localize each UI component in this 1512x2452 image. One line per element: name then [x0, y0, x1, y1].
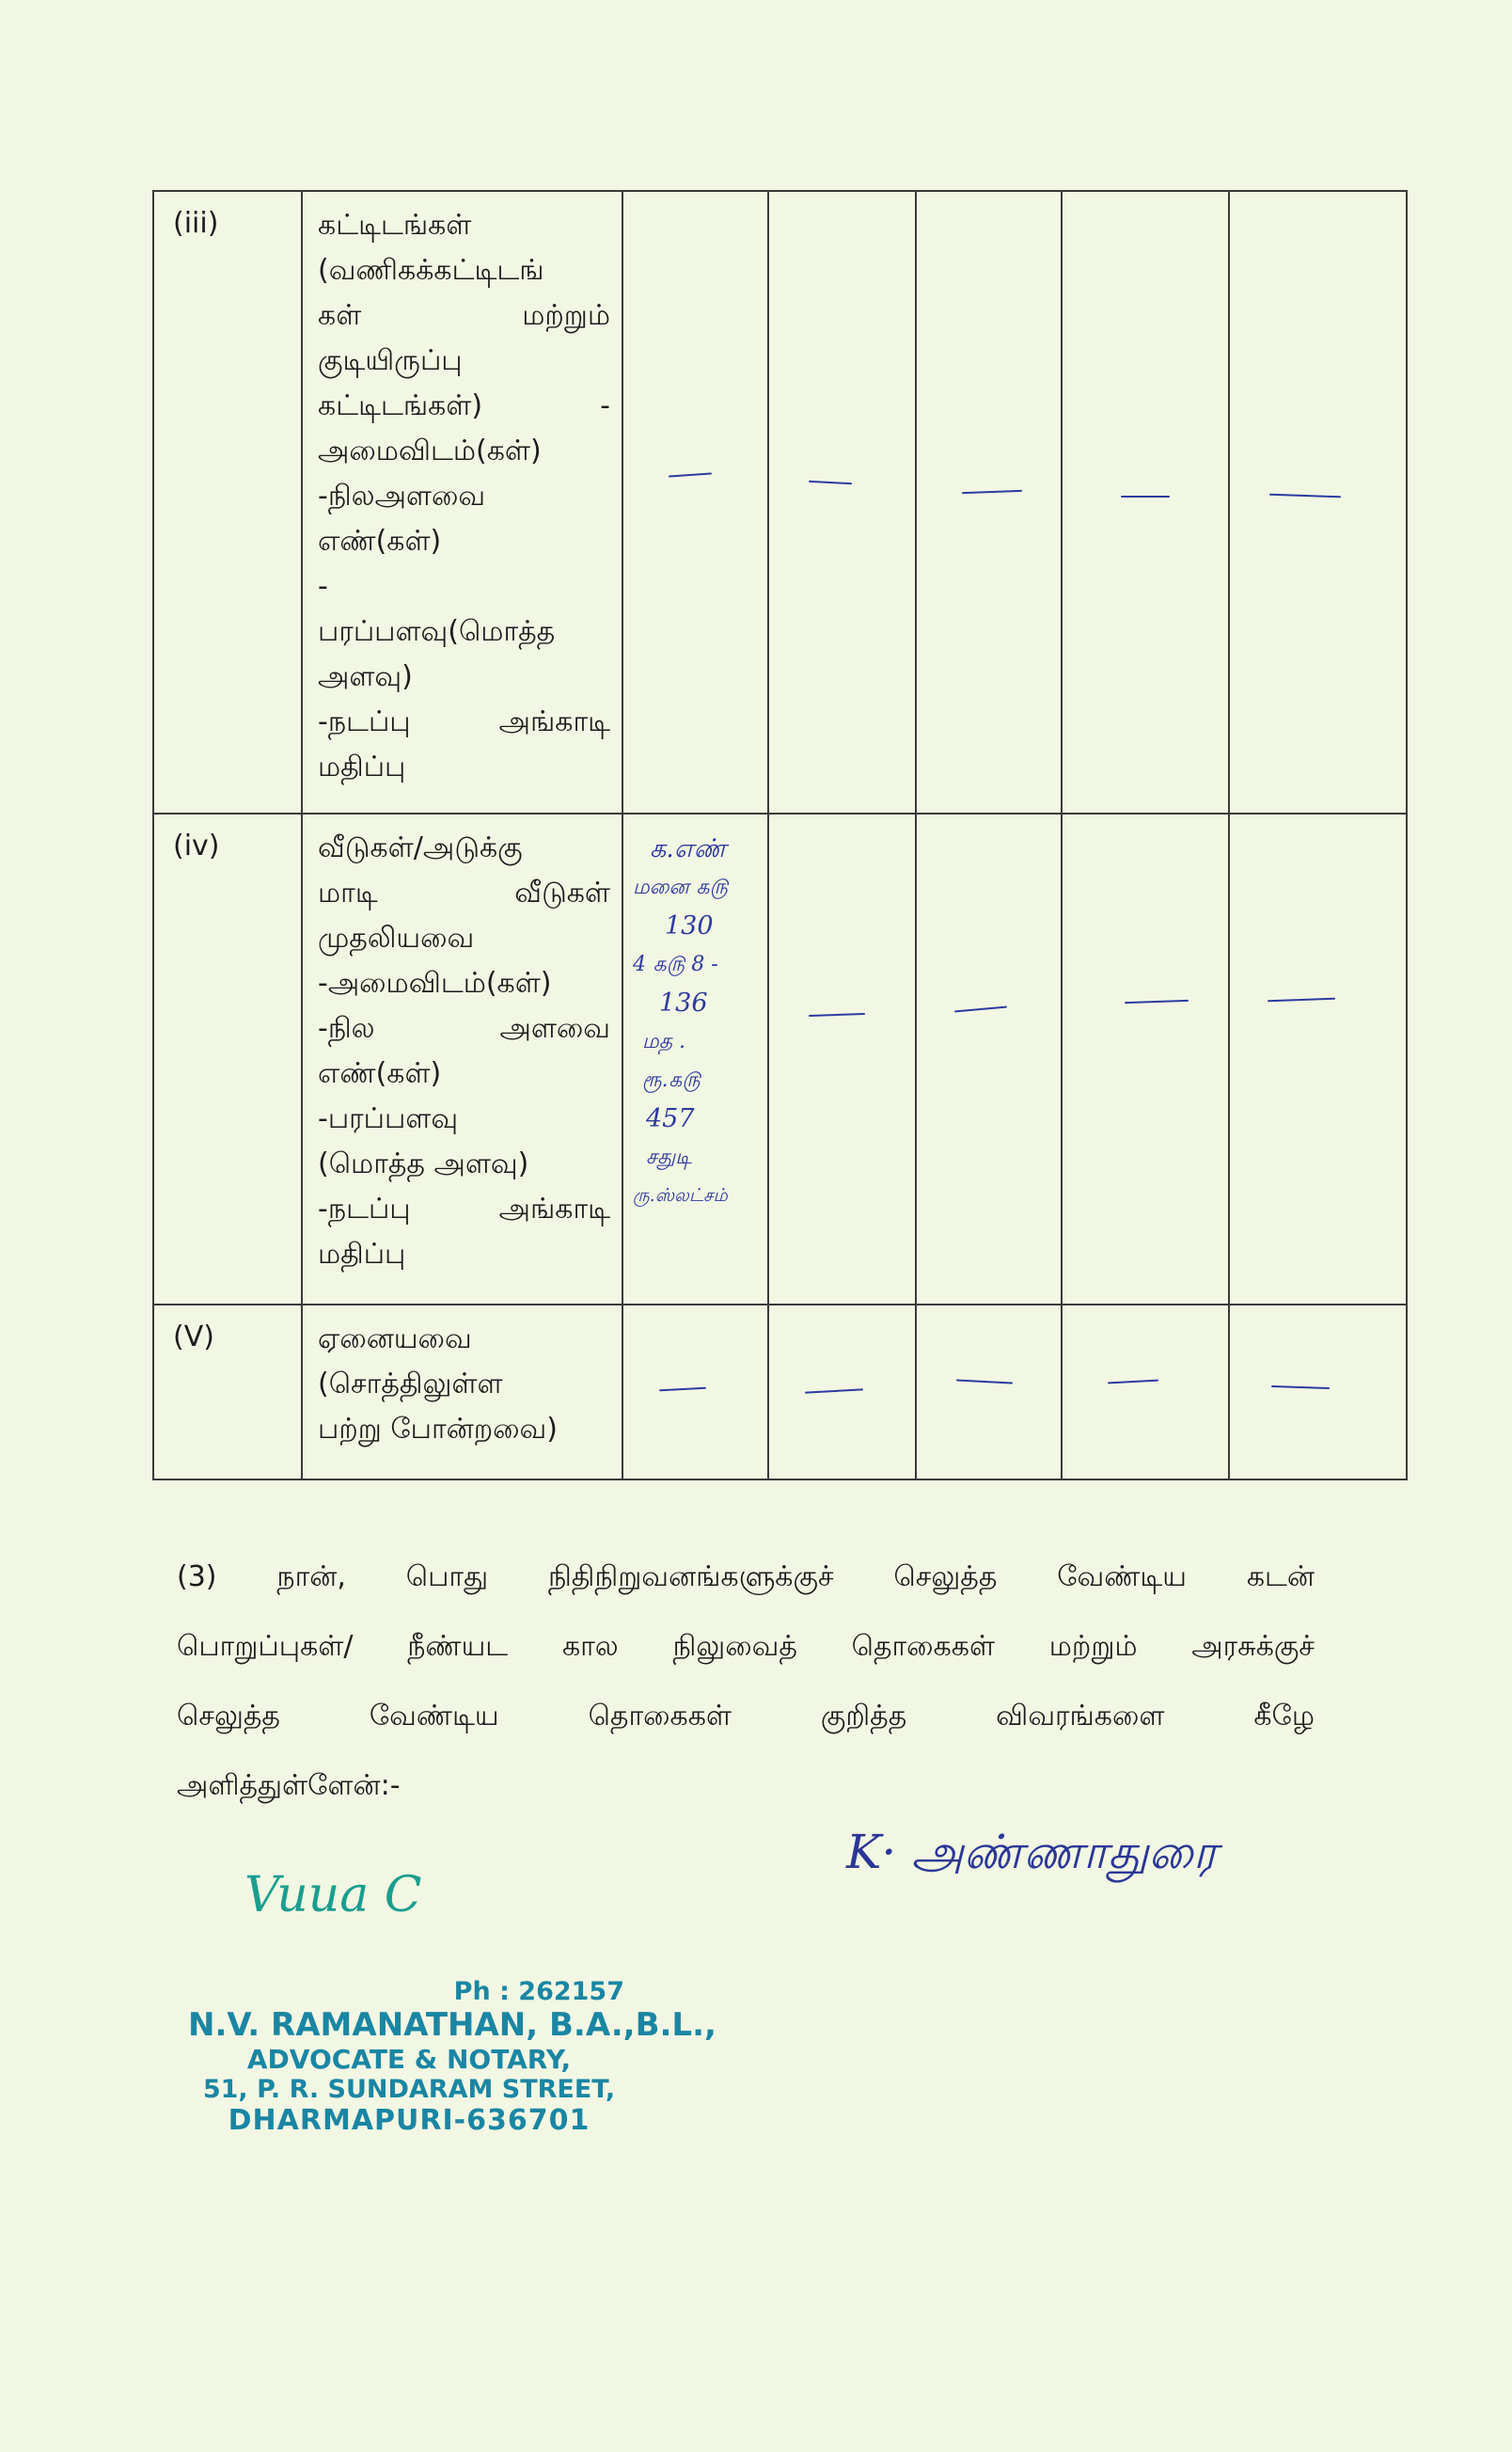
- handwritten-line: 136: [659, 989, 708, 1018]
- description-line: (வணிகக்கட்டிடங்: [318, 254, 544, 287]
- description-line: (மொத்த அளவு): [318, 1147, 529, 1180]
- dash-mark: [1268, 998, 1335, 1003]
- description-line: ஏனையவை: [318, 1322, 472, 1355]
- row-description: [302, 191, 622, 814]
- value-cell: [1229, 1305, 1407, 1479]
- dash-mark: [659, 1387, 706, 1392]
- value-cell: [1062, 1305, 1229, 1479]
- value-cell: [916, 814, 1062, 1305]
- dash-mark: [956, 1379, 1013, 1384]
- dash-mark: [669, 472, 712, 477]
- value-cell: [622, 191, 768, 814]
- description-line: பற்று போன்றவை): [318, 1413, 558, 1446]
- description-line: -: [318, 570, 328, 603]
- description-line: கள் மற்றும்: [318, 299, 610, 332]
- row-description: [302, 814, 622, 1305]
- handwritten-line: ரூ.௧௫: [642, 1068, 701, 1092]
- value-cell: [1062, 191, 1229, 814]
- value-cell: [916, 1305, 1062, 1479]
- description-line: (சொத்திலுள்ள: [318, 1368, 503, 1400]
- table-row: [153, 814, 1407, 1305]
- row-description: [302, 1305, 622, 1479]
- dash-mark: [1108, 1380, 1158, 1384]
- declarant-signature: K· அண்ணாதுரை: [846, 1825, 1218, 1879]
- value-cell: [1229, 191, 1407, 814]
- value-cell: [916, 191, 1062, 814]
- handwritten-line: மத .: [642, 1030, 686, 1053]
- dash-mark: [1269, 494, 1341, 498]
- dash-mark: [1121, 496, 1170, 498]
- description-line: மதிப்பு: [318, 751, 406, 783]
- dash-mark: [1271, 1385, 1330, 1389]
- dash-mark: [809, 1013, 865, 1017]
- handwritten-line: 457: [646, 1104, 695, 1133]
- paragraph-line: அளித்துள்ளேன்:-: [177, 1769, 401, 1802]
- handwritten-line: க.எண்: [650, 834, 727, 863]
- description-line: -நடப்பு அங்காடி: [318, 1193, 610, 1226]
- description-line: எண்(கள்): [318, 525, 442, 558]
- assets-table: [152, 190, 1408, 1480]
- value-cell: [768, 1305, 916, 1479]
- declaration-paragraph: [177, 1542, 1315, 1821]
- row-number: (V): [153, 1305, 302, 1479]
- stamp-phone: Ph : 262157: [453, 1977, 624, 2006]
- description-line: வீடுகள்/அடுக்கு: [318, 831, 523, 864]
- value-cell: [1229, 814, 1407, 1305]
- paragraph-line: செலுத்த வேண்டிய தொகைகள் குறித்த விவரங்களை கீழே: [177, 1700, 1315, 1732]
- description-line: கட்டிடங்கள்: [318, 209, 472, 242]
- value-cell: [1062, 814, 1229, 1305]
- value-cell: [622, 1305, 768, 1479]
- description-line: -அமைவிடம்(கள்): [318, 967, 552, 1000]
- stamp-street: 51, P. R. SUNDARAM STREET,: [202, 2075, 616, 2104]
- description-line: எண்(கள்): [318, 1057, 442, 1090]
- value-cell: [768, 191, 916, 814]
- notary-signature: Vuua C: [244, 1867, 422, 1923]
- dash-mark: [805, 1388, 863, 1393]
- description-line: அமைவிடம்(கள்): [318, 435, 542, 467]
- description-line: -நிலஅளவை: [318, 480, 486, 513]
- table-row: [153, 1305, 1407, 1479]
- description-line: கட்டிடங்கள்) -: [318, 389, 610, 422]
- table-row: [153, 191, 1407, 814]
- description-line: -நில அளவை: [318, 1012, 610, 1045]
- notary-stamp: [188, 1977, 717, 2137]
- description-line: முதலியவை: [318, 922, 475, 955]
- description-line: மாடி வீடுகள்: [318, 877, 610, 910]
- description-line: அளவு): [318, 660, 413, 693]
- stamp-title: ADVOCATE & NOTARY,: [246, 2044, 572, 2075]
- stamp-city: DHARMAPURI-636701: [228, 2104, 591, 2137]
- description-line: -பரப்பளவு: [318, 1102, 459, 1135]
- handwritten-line: ரு.ஸ்லட்சம்: [633, 1185, 728, 1206]
- value-cell: [768, 814, 916, 1305]
- stamp-name: N.V. RAMANATHAN, B.A.,B.L.,: [188, 2006, 717, 2044]
- dash-mark: [962, 490, 1022, 494]
- row-number: (iii): [153, 191, 302, 814]
- dash-mark: [954, 1006, 1007, 1013]
- handwritten-line: மனை ௧௫: [633, 876, 729, 899]
- row-number: (iv): [153, 814, 302, 1305]
- paragraph-line: பொறுப்புகள்/ நீண்யட கால நிலுவைத் தொகைகள் மற்றும் அரசுக்குச்: [177, 1630, 1315, 1663]
- description-line: குடியிருப்பு: [318, 344, 463, 377]
- description-line: மதிப்பு: [318, 1238, 406, 1271]
- paragraph-line: (3) நான், பொது நிதிநிறுவனங்களுக்குச் செலுத்த வேண்டிய கடன்: [177, 1560, 1315, 1593]
- handwritten-line: 4 ௧௫ 8 -: [633, 953, 718, 976]
- handwritten-details: [622, 814, 768, 1305]
- handwritten-line: சதுடி: [646, 1146, 692, 1169]
- description-line: பரப்பளவு(மொத்த: [318, 615, 556, 648]
- handwritten-line: 130: [665, 911, 714, 941]
- dash-mark: [809, 481, 852, 484]
- description-line: -நடப்பு அங்காடி: [318, 705, 610, 738]
- dash-mark: [1125, 1000, 1189, 1004]
